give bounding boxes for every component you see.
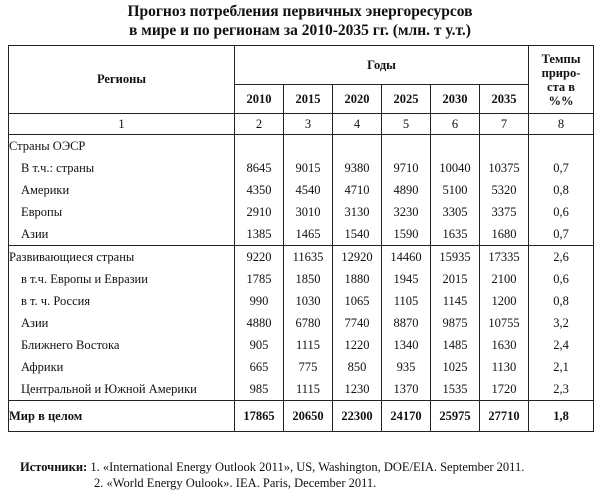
value-cell: 775 bbox=[284, 356, 333, 378]
value-cell: 1485 bbox=[431, 334, 480, 356]
region-name: Страны ОЭСР bbox=[9, 135, 235, 158]
region-name: Азии bbox=[9, 312, 235, 334]
value-cell: 1105 bbox=[382, 290, 431, 312]
value-cell: 10040 bbox=[431, 157, 480, 179]
value-cell: 3230 bbox=[382, 201, 431, 223]
value-cell: 9380 bbox=[333, 157, 382, 179]
value-cell: 985 bbox=[235, 378, 284, 401]
page-title bbox=[0, 2, 600, 40]
value-cell: 2910 bbox=[235, 201, 284, 223]
value-cell: 1130 bbox=[480, 356, 529, 378]
table-row bbox=[9, 246, 594, 269]
growth-rate-cell: 0,7 bbox=[529, 223, 594, 246]
value-cell: 9015 bbox=[284, 157, 333, 179]
value-cell: 25975 bbox=[431, 401, 480, 432]
value-cell bbox=[284, 135, 333, 158]
table-row bbox=[9, 268, 594, 290]
value-cell: 15935 bbox=[431, 246, 480, 269]
value-cell: 935 bbox=[382, 356, 431, 378]
total-row bbox=[9, 401, 594, 432]
value-cell: 1115 bbox=[284, 334, 333, 356]
sources-label: Источники: bbox=[20, 460, 88, 474]
table-row bbox=[9, 290, 594, 312]
total-group bbox=[9, 401, 594, 432]
value-cell: 6780 bbox=[284, 312, 333, 334]
value-cell: 9220 bbox=[235, 246, 284, 269]
source-1: 1. «International Energy Outlook 2011», US, Washington, DOE/EIA. September 2011. bbox=[90, 460, 525, 474]
value-cell: 9875 bbox=[431, 312, 480, 334]
value-cell: 8645 bbox=[235, 157, 284, 179]
value-cell: 4880 bbox=[235, 312, 284, 334]
oecd-group bbox=[9, 135, 594, 246]
table-row bbox=[9, 157, 594, 179]
header-rate-line: %% bbox=[548, 93, 574, 108]
value-cell: 1115 bbox=[284, 378, 333, 401]
growth-rate-cell bbox=[529, 135, 594, 158]
header-rate-line: ста в bbox=[547, 79, 575, 94]
value-cell: 1465 bbox=[284, 223, 333, 246]
growth-rate-cell: 2,1 bbox=[529, 356, 594, 378]
sources bbox=[20, 459, 524, 491]
table-row bbox=[9, 334, 594, 356]
value-cell: 1025 bbox=[431, 356, 480, 378]
year-header: 2010 bbox=[235, 85, 284, 114]
value-cell: 1590 bbox=[382, 223, 431, 246]
value-cell: 990 bbox=[235, 290, 284, 312]
table-row bbox=[9, 378, 594, 401]
value-cell: 1880 bbox=[333, 268, 382, 290]
value-cell: 5320 bbox=[480, 179, 529, 201]
value-cell: 20650 bbox=[284, 401, 333, 432]
value-cell: 1720 bbox=[480, 378, 529, 401]
growth-rate-cell: 0,8 bbox=[529, 179, 594, 201]
value-cell: 10755 bbox=[480, 312, 529, 334]
region-name: в т. ч. Россия bbox=[9, 290, 235, 312]
value-cell: 1535 bbox=[431, 378, 480, 401]
region-name: Африки bbox=[9, 356, 235, 378]
value-cell: 7740 bbox=[333, 312, 382, 334]
value-cell: 22300 bbox=[333, 401, 382, 432]
year-header: 2025 bbox=[382, 85, 431, 114]
value-cell: 1220 bbox=[333, 334, 382, 356]
value-cell: 1630 bbox=[480, 334, 529, 356]
value-cell: 3010 bbox=[284, 201, 333, 223]
growth-rate-cell: 1,8 bbox=[529, 401, 594, 432]
year-header: 2030 bbox=[431, 85, 480, 114]
column-number: 3 bbox=[284, 114, 333, 135]
value-cell: 4890 bbox=[382, 179, 431, 201]
energy-forecast-table bbox=[8, 45, 594, 432]
value-cell: 1230 bbox=[333, 378, 382, 401]
growth-rate-cell: 2,6 bbox=[529, 246, 594, 269]
region-name: Центральной и Южной Америки bbox=[9, 378, 235, 401]
value-cell bbox=[235, 135, 284, 158]
year-header: 2035 bbox=[480, 85, 529, 114]
value-cell: 1540 bbox=[333, 223, 382, 246]
growth-rate-cell: 2,3 bbox=[529, 378, 594, 401]
source-2: 2. «World Energy Oulook». IEA. Paris, December 2011. bbox=[94, 476, 377, 490]
region-name: В т.ч.: страны bbox=[9, 157, 235, 179]
value-cell bbox=[431, 135, 480, 158]
value-cell: 4540 bbox=[284, 179, 333, 201]
value-cell: 1680 bbox=[480, 223, 529, 246]
value-cell: 1065 bbox=[333, 290, 382, 312]
region-name: Америки bbox=[9, 179, 235, 201]
column-number: 7 bbox=[480, 114, 529, 135]
table-row bbox=[9, 312, 594, 334]
value-cell: 11635 bbox=[284, 246, 333, 269]
value-cell: 1145 bbox=[431, 290, 480, 312]
growth-rate-cell: 2,4 bbox=[529, 334, 594, 356]
table-row bbox=[9, 356, 594, 378]
value-cell: 17335 bbox=[480, 246, 529, 269]
column-number: 6 bbox=[431, 114, 480, 135]
header-years: Годы bbox=[235, 46, 529, 85]
table-row bbox=[9, 201, 594, 223]
header-rate-line: Темпы bbox=[541, 51, 581, 66]
value-cell: 4350 bbox=[235, 179, 284, 201]
table-row bbox=[9, 179, 594, 201]
value-cell: 1945 bbox=[382, 268, 431, 290]
table-row bbox=[9, 223, 594, 246]
value-cell: 1850 bbox=[284, 268, 333, 290]
value-cell: 905 bbox=[235, 334, 284, 356]
value-cell: 9710 bbox=[382, 157, 431, 179]
column-number: 8 bbox=[529, 114, 594, 135]
value-cell: 3130 bbox=[333, 201, 382, 223]
region-name: Европы bbox=[9, 201, 235, 223]
column-number: 5 bbox=[382, 114, 431, 135]
title-line-1: Прогноз потребления первичных энергоресурсов bbox=[127, 3, 473, 20]
region-name: Азии bbox=[9, 223, 235, 246]
column-number: 4 bbox=[333, 114, 382, 135]
value-cell: 1030 bbox=[284, 290, 333, 312]
growth-rate-cell: 0,7 bbox=[529, 157, 594, 179]
column-number: 1 bbox=[9, 114, 235, 135]
value-cell: 4710 bbox=[333, 179, 382, 201]
region-name: Развивающиеся страны bbox=[9, 246, 235, 269]
header-regions: Регионы bbox=[9, 46, 235, 114]
header-rate-line: приро- bbox=[541, 65, 581, 80]
value-cell: 1200 bbox=[480, 290, 529, 312]
value-cell: 17865 bbox=[235, 401, 284, 432]
value-cell: 8870 bbox=[382, 312, 431, 334]
value-cell: 5100 bbox=[431, 179, 480, 201]
value-cell: 1785 bbox=[235, 268, 284, 290]
value-cell: 12920 bbox=[333, 246, 382, 269]
region-name: Мир в целом bbox=[9, 401, 235, 432]
value-cell: 14460 bbox=[382, 246, 431, 269]
value-cell bbox=[480, 135, 529, 158]
value-cell: 3305 bbox=[431, 201, 480, 223]
growth-rate-cell: 0,8 bbox=[529, 290, 594, 312]
value-cell: 10375 bbox=[480, 157, 529, 179]
value-cell: 1635 bbox=[431, 223, 480, 246]
value-cell: 3375 bbox=[480, 201, 529, 223]
value-cell: 2015 bbox=[431, 268, 480, 290]
growth-rate-cell: 0,6 bbox=[529, 268, 594, 290]
value-cell bbox=[382, 135, 431, 158]
value-cell: 24170 bbox=[382, 401, 431, 432]
value-cell: 850 bbox=[333, 356, 382, 378]
region-name: в т.ч. Европы и Евразии bbox=[9, 268, 235, 290]
value-cell: 27710 bbox=[480, 401, 529, 432]
table-row bbox=[9, 135, 594, 158]
growth-rate-cell: 0,6 bbox=[529, 201, 594, 223]
column-number-row bbox=[9, 114, 594, 135]
year-header: 2020 bbox=[333, 85, 382, 114]
growth-rate-cell: 3,2 bbox=[529, 312, 594, 334]
column-number: 2 bbox=[235, 114, 284, 135]
value-cell: 2100 bbox=[480, 268, 529, 290]
developing-group bbox=[9, 246, 594, 401]
header-growth-rate bbox=[529, 46, 594, 114]
region-name: Ближнего Востока bbox=[9, 334, 235, 356]
value-cell: 1370 bbox=[382, 378, 431, 401]
value-cell: 1340 bbox=[382, 334, 431, 356]
value-cell bbox=[333, 135, 382, 158]
value-cell: 665 bbox=[235, 356, 284, 378]
title-line-2: в мире и по регионам за 2010-2035 гг. (млн. т у.т.) bbox=[129, 22, 471, 39]
year-header: 2015 bbox=[284, 85, 333, 114]
value-cell: 1385 bbox=[235, 223, 284, 246]
